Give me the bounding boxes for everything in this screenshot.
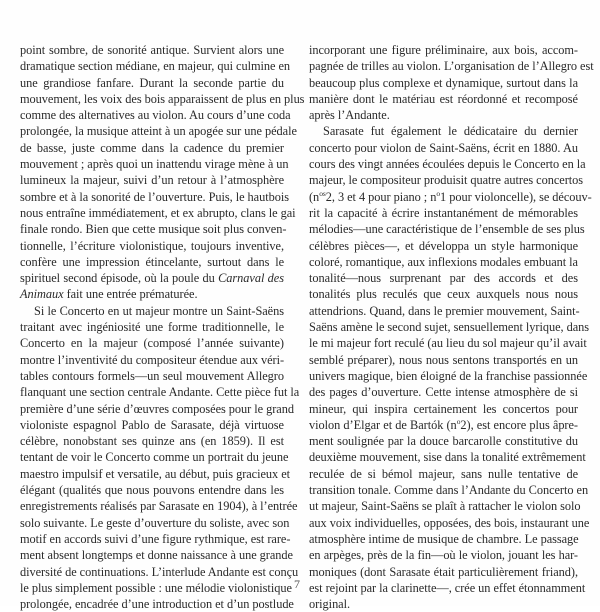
work-title-carnaval: Carnaval des [218, 271, 284, 286]
text-line: univers magique, bien éloigné de la franchise passionnée [309, 368, 588, 383]
text-line: élégant (qualités que nous pouvons entendre dans les [20, 483, 284, 498]
text-line: tonalité—nous surprenant par des accords et des [309, 271, 578, 286]
text-line: une grandiose fanfare. Durant la seconde partie du [20, 75, 284, 90]
text-line: point sombre, de sonorité antique. Survient alors une [20, 43, 284, 57]
text-fragment: fait une entrée prématurée. [63, 287, 198, 302]
text-line: prolongée, la musique atteint à un apogée sur une pédale [20, 124, 297, 139]
text-line: mouvement ; après quoi un inattendu virage mène à un [20, 157, 289, 172]
text-line: le plus simplement possible : une mélodie violonistique [20, 580, 292, 595]
text-line: en arpèges, près de la fin—où le violon, jouant les har- [309, 548, 578, 563]
text-line: tentant de voir le Concerto comme un portrait du jeune [20, 450, 289, 465]
text-fragment: spirituel second épisode, où la poule du [20, 271, 215, 286]
text-line: moniques (dont Sarasate était particulièrement friand), [309, 564, 578, 579]
text-line: sombre et à la sonorité de l’ouverture. Puis, le hautbois [20, 189, 289, 204]
text-line: flanquant une section centrale Andante. Cette pièce fut la [20, 385, 300, 400]
text-line: coloré, romantique, aux inflexions modales embuant la [309, 254, 578, 269]
text-line: attendrions. Quand, dans le premier mouvement, Saint- [309, 303, 580, 318]
text-line: reculée de si bémol majeur, sans nulle tentative de [309, 466, 578, 481]
text-line: est rejoint par la clarinette—, crée un effet étonnamment [309, 580, 586, 595]
text-line: lumineux la majeur, suivi d’un retour à l’atmosphère [20, 173, 284, 188]
text-line: mineur, qui inspira certainement les concertos pour [309, 401, 578, 416]
text-line: mélodies—une caractéristique de l’ensemble de ses plus [309, 222, 585, 237]
text-line: célèbre, nonobstant ses quinze ans (en 1859). Il est [20, 434, 284, 449]
text-line: aux voix individuelles, opposées, des bois, instaurant une [309, 515, 590, 530]
text-line: traitant avec ingéniosité une forme traditionnelle, le [20, 320, 284, 335]
text-line: de basse, juste comme dans la cadence du premier [20, 140, 284, 155]
text-line: pagnée de trilles au violon. L’organisation de l’Allegro est [309, 59, 594, 74]
text-line: violoniste espagnol Pablo de Sarasate, déjà virtuose [20, 417, 284, 432]
text-fragment: (n [309, 189, 320, 204]
text-line: prolongée, encadrée d’une introduction et d’un postlude [20, 597, 294, 612]
text-line: des pages d’ouverture. Cette intense atmosphère de si [309, 385, 578, 400]
text-line: ment absent longtemps et donne naissance à une grande [20, 548, 293, 563]
page-number: 7 [294, 577, 300, 591]
text-line: original. [309, 597, 351, 612]
text-line: Concerto en la majeur (composé l’année suivante) [20, 336, 284, 351]
text-line: le mi majeur fort reculé (au lieu du sol majeur qu’il avait [309, 336, 587, 351]
text-line: transition tonale. Comme dans l’Andante du Concerto en [309, 483, 589, 498]
text-line: confère une impression étincelante, surtout dans le [20, 254, 284, 269]
text-fragment: violon d’Elgar et de Bartók (n [309, 417, 457, 432]
text-line: manière dont le matériau est réordonné et recomposé [309, 91, 578, 106]
text-line: motif en accords suivi d’une figure rythmique, est rare- [20, 531, 291, 546]
text-line: maestro impulsif et versatile, au début, puis gracieux et [20, 466, 291, 481]
text-line: célèbres pièces—, et développa un style harmonique [309, 238, 578, 253]
right-column [309, 42, 594, 612]
text-line: atmosphère intime de musique de chambre. Le passage [309, 531, 579, 546]
text-line: solo suivante. Le geste d’ouverture du soliste, avec son [20, 515, 290, 530]
text-line: tonalités plus reculés que ceux auxquels nous nous [309, 287, 578, 302]
superscript: o [456, 416, 461, 426]
left-column [20, 42, 305, 612]
text-line: finale rondo. Bien que cette musique soit plus conven- [20, 222, 287, 237]
text-line: incorporant une figure préliminaire, aux bois, accom- [309, 43, 578, 57]
text-line: diversité de continuations. L’interlude Andante est conçu [20, 564, 299, 579]
text-line: semblé préparer), nous nous sentons transportés en un [309, 352, 578, 367]
text-line [309, 188, 592, 205]
text-line: ment soulignée par la douce barcarolle constitutive du [309, 434, 578, 449]
text-line: deuxième mouvement, sise dans la tonalité extrêmement [309, 450, 586, 465]
text-line: beaucoup plus complexe et dynamique, surtout dans la [309, 75, 578, 90]
text-line [309, 417, 578, 433]
text-line: après l’Andante. [309, 108, 390, 123]
text-line: tables contours formels—un seul mouvement Allegro [20, 368, 284, 383]
text-line: mouvement, les voix des bois apparaissent de plus en plus [20, 91, 305, 106]
text-line: Saëns amène le second sujet, sensuellement lyrique, dans [309, 320, 589, 335]
text-line: majeur, le compositeur produisit quatre autres concertos [309, 173, 584, 188]
text-line [20, 286, 284, 302]
text-fragment: 2, 3 et 4 pour piano ; n [325, 189, 437, 204]
work-title-animaux: Animaux [20, 287, 64, 302]
text-line: enregistrements réalisés par Sarasate en 1904), à l’entrée [20, 499, 298, 514]
text-line: première d’une série d’œuvres composées pour le grand [20, 401, 294, 416]
text-line [20, 270, 284, 286]
text-line: cours des vingt années écoulées depuis le Concerto en la [309, 157, 586, 172]
superscript: o [436, 188, 441, 198]
text-line: ut majeur, Saint-Saëns se plaît à rattacher le violon solo [309, 499, 581, 514]
superscript: os [319, 188, 326, 198]
paragraph-start: Si le Concerto en ut majeur montre un Saint-Saëns [34, 303, 284, 318]
text-line: concerto pour violon de Saint-Saëns, écrit en 1880. Au [309, 140, 578, 155]
text-line: rit la capacité à écrire instantanément de mémorables [309, 205, 578, 220]
text-fragment: 1 pour violoncelle), se découv- [440, 189, 592, 204]
text-line: tionnelle, l’écriture violonistique, toujours inventive, [20, 238, 284, 253]
text-line: montre l’inventivité du compositeur étendue aux véri- [20, 352, 285, 367]
text-line: nous entraîne immédiatement, et ex abrupto, clans le gai [20, 205, 296, 220]
text-line: dramatique section médiane, en majeur, qui culmine en [20, 59, 291, 74]
paragraph-start: Sarasate fut également le dédicataire du dernier [323, 124, 578, 139]
text-fragment: 2), est encore plus âpre- [460, 417, 578, 432]
text-line: comme des alternatives au violon. Au cours d’une coda [20, 108, 291, 123]
